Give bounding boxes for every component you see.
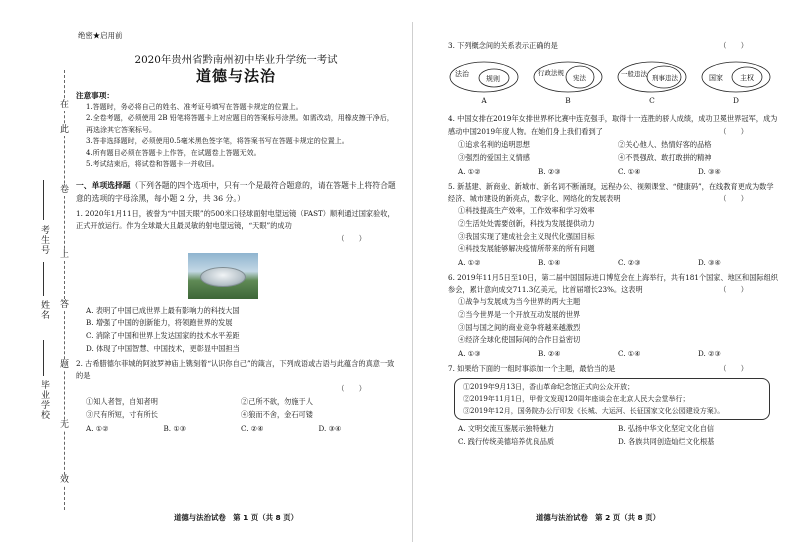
event-item: ②2019年11月1日，甲骨文发现120周年座谈会在北京人民大会堂举行；	[463, 395, 690, 403]
statement: ④科技发展能够解决疫情所带来的所有问题	[458, 244, 595, 254]
diagram-outer-label: 国家	[709, 74, 723, 83]
diagram-c[interactable]	[616, 60, 688, 107]
question-3	[448, 40, 778, 107]
option[interactable]: D. 体现了中国智慧、中国技术，更彰显中国担当	[86, 343, 240, 353]
statement: ③我国实现了建成社会主义现代化强国目标	[458, 231, 595, 241]
diagram-outer-label: 一般违法	[621, 70, 647, 79]
statement: ①科技提高生产效率，工作效率和学习效率	[458, 206, 595, 216]
choice-row	[76, 422, 396, 435]
notice-item: 5.考试结束后，将试卷和答题卡一并收回。	[86, 160, 219, 169]
choice[interactable]: A. ①②	[86, 423, 109, 433]
statement: ②关心他人、热情好客的品格	[618, 140, 712, 150]
binding-char: 在	[59, 100, 69, 110]
statement: ①追求名利的追明思想	[458, 140, 530, 150]
notice-item: 4.所有题目必须在答题卡上作答，在试题卷上答题无效。	[86, 148, 261, 157]
question-2	[76, 358, 396, 434]
nested-ellipse-diagram	[448, 60, 520, 94]
answer-paren: （ ）	[337, 383, 366, 393]
option[interactable]: D. 各族共同创造灿烂文化根基	[618, 437, 715, 447]
exam-title: 2020年贵州省黔南州初中毕业升学统一考试	[134, 54, 338, 66]
question-stem: 4. 中国女排在2019年女排世界杯比赛中连克强手，取得十一连胜的骄人成绩，成功卫冕世界冠军，成为感动中国2019年度人物。在她们身上我们看到了	[448, 114, 778, 136]
diagram-inner-label: 刑事违法	[652, 74, 678, 83]
binding-margin	[0, 0, 76, 560]
answer-paren: （ ）	[337, 233, 366, 243]
statement: ②当今世界是一个开放互动发展的世界	[458, 310, 581, 320]
choice-row	[448, 347, 778, 360]
section-title: 一、单项选择题	[76, 181, 131, 191]
statement: ③尺有所短，寸有所长	[86, 410, 158, 420]
choice[interactable]: A. ①②	[458, 166, 481, 176]
statement: ③国与国之间的商业竞争将越来越激烈	[458, 322, 581, 332]
question-stem: 1. 2020年1月11日，被誉为“中国天眼”的500米口径球面射电望远镜（FAST）顺利通过国家验收，正式开放运行。作为全球最大且最灵敏的射电望远镜，“天眼”的成功	[76, 209, 395, 231]
option-grid	[448, 422, 778, 449]
choice[interactable]: A. ①③	[458, 348, 481, 358]
statement: ③强烈的爱国主义情感	[458, 153, 530, 163]
notice-heading: 注意事项：	[76, 91, 114, 100]
question-line	[448, 363, 778, 375]
nested-ellipse-diagram	[700, 60, 772, 94]
choice[interactable]: B. ①③	[163, 423, 187, 433]
subject-title: 道德与法治	[195, 67, 276, 85]
choice[interactable]: B. ①④	[538, 257, 561, 267]
choice[interactable]: C. ②④	[241, 423, 264, 433]
statement: ④狼而不舍，金石可镂	[241, 410, 313, 420]
question-5	[448, 181, 778, 269]
diagram-inner-label: 主权	[740, 74, 754, 83]
name-field[interactable]	[43, 262, 44, 296]
choice-row	[448, 165, 778, 178]
diagram-letter: D	[733, 96, 739, 106]
nested-ellipse-diagram	[616, 60, 688, 94]
statement: ①知人者智，自知者明	[86, 396, 158, 406]
question-stem: 2. 古希腊德尔菲城的阿波罗神庙上镌刻着“认识你自己”的箴言，下列成语或古语与此蕴含的真意一致的是	[76, 359, 395, 381]
choice[interactable]: C. ①④	[618, 166, 641, 176]
statement-grid	[448, 138, 778, 165]
choice[interactable]: B. ②④	[538, 348, 561, 358]
telescope-dish	[200, 267, 246, 287]
page-divider	[412, 22, 413, 542]
diagram-letter: C	[649, 96, 655, 106]
option[interactable]: A. 文明交流互鉴展示独特魅力	[458, 424, 555, 433]
question-7	[448, 363, 778, 449]
diagram-d[interactable]	[700, 60, 772, 107]
option[interactable]: B. 弘扬中华文化坚定文化自信	[618, 424, 715, 433]
choice-row	[448, 256, 778, 269]
question-1	[76, 208, 396, 355]
binding-dashed-line	[64, 70, 65, 510]
event-item: ③2019年12月，国务院办公厅印发《长城、大运河、长征国家文化公园建设方案》。	[463, 407, 725, 415]
statement-grid	[76, 395, 396, 422]
question-stem: 3. 下列概念间的关系表示正确的是	[448, 41, 558, 50]
diagram-outer-label: 行政法规	[538, 69, 564, 78]
field-label-school: 毕业学校	[39, 380, 49, 420]
diagram-b[interactable]	[532, 60, 604, 107]
notice-item: 3.答非选择题时，必须使用0.5毫米黑色签字笔，将答案书写在答题卡规定的位置上。	[86, 137, 349, 146]
diagram-letter: B	[565, 96, 571, 106]
page-footer: 道德与法治试卷 第 2 页（共 8 页）	[536, 513, 661, 522]
diagram-outer-label: 法治	[455, 70, 469, 79]
binding-char: 无	[59, 420, 69, 430]
choice[interactable]: B. ②③	[538, 166, 561, 176]
answer-paren: （ ）	[719, 194, 748, 204]
statement: ②己所不欲，勿施于人	[241, 396, 313, 406]
page-two	[448, 40, 778, 449]
telescope-photo	[188, 253, 258, 299]
option[interactable]: A. 表明了中国已成世界上最有影响力的科技大国	[86, 305, 240, 315]
section-heading	[76, 180, 396, 205]
binding-char: 题	[59, 360, 69, 370]
question-stem: 7. 如果给下面的一组时事添加一个主题，最恰当的是	[448, 363, 616, 373]
concept-diagrams	[448, 60, 778, 107]
answer-paren: （ ）	[719, 285, 748, 295]
diagram-inner-label: 规则	[486, 75, 500, 84]
answer-paren: （ ）	[719, 363, 748, 373]
statement: ④经济全球化使国际间的合作日益密切	[458, 335, 581, 345]
exam-number-field[interactable]	[43, 180, 44, 220]
choice[interactable]: D. ②③	[698, 348, 721, 358]
diagram-a[interactable]	[448, 60, 520, 107]
choice[interactable]: C. ①④	[618, 348, 641, 358]
choice[interactable]: D. ③④	[698, 166, 721, 176]
statement: ④不畏强敌、敢打敢拼的精神	[618, 153, 712, 163]
option[interactable]: C. 消除了中国和世界上发达国家的技术水平差距	[86, 331, 240, 341]
choice[interactable]: D. ③④	[318, 423, 342, 433]
statement: ①战争与发展成为当今世界的两大主题	[458, 297, 581, 307]
question-4	[448, 113, 778, 177]
diagram-inner-label: 宪法	[573, 74, 586, 83]
answer-paren: （ ）	[719, 41, 748, 50]
binding-char: 上	[59, 250, 69, 260]
section-description: （下列各题的四个选项中，只有一个是最符合题意的，请在答题卡上将符合题意的选项的字母涂黑，每小题 2 分，共 36 分。）	[76, 181, 396, 203]
binding-char: 此	[59, 125, 69, 135]
confidential-mark: 绝密★启用前	[78, 31, 123, 40]
field-label-exam-number: 考生号	[39, 225, 49, 255]
event-item: ①2019年9月13日，香山革命纪念馆正式向公众开放；	[463, 383, 635, 391]
diagram-letter: A	[481, 96, 487, 106]
notice-item: 2.全卷考题，必须使用 2B 铅笔将答题卡上对应题目的答案标号涂黑。如需改动，用橡皮擦干净后，再选涂其它答案标号。	[86, 114, 394, 134]
question-line	[448, 40, 778, 52]
question-stem: 6. 2019年11月5日至10日，第二届中国国际进口博览会在上海举行，共有181个国家、地区和国际组织参会，累计意向成交711.3亿美元，比首届增长23%。这表明	[448, 272, 778, 295]
choice[interactable]: D. ③④	[698, 257, 721, 267]
nested-ellipse-diagram	[532, 60, 604, 94]
statement: ②生活处处需要创新，科技为发展提供动力	[458, 219, 595, 229]
choice[interactable]: C. ②③	[618, 257, 641, 267]
option[interactable]: C. 践行传统美德培养优良品质	[458, 437, 555, 447]
events-box	[454, 378, 770, 420]
field-label-name: 姓名	[39, 300, 49, 320]
binding-char: 答	[59, 300, 69, 310]
binding-char: 效	[59, 475, 69, 485]
answer-paren: （ ）	[719, 126, 748, 136]
option[interactable]: B. 增强了中国的创新能力，将领跑世界的发展	[86, 318, 233, 328]
binding-char: 卷	[59, 185, 69, 195]
notice-item: 1.答题时，务必将自己的姓名、准考证号填写在答题卡规定的位置上。	[86, 103, 303, 111]
page-one	[76, 30, 396, 435]
school-field[interactable]	[43, 340, 44, 376]
question-stem: 5. 新基建、新商业、新城市、新名词不断涌现，远程办公、视频课堂、“健康码”，在线教育更成为数学经济、城市建设的新亮点，数字化、网络化的发展表明	[448, 181, 774, 204]
choice[interactable]: A. ①②	[458, 257, 481, 267]
question-6	[448, 272, 778, 360]
page-footer: 道德与法治试卷 第 1 页（共 8 页）	[174, 513, 299, 522]
